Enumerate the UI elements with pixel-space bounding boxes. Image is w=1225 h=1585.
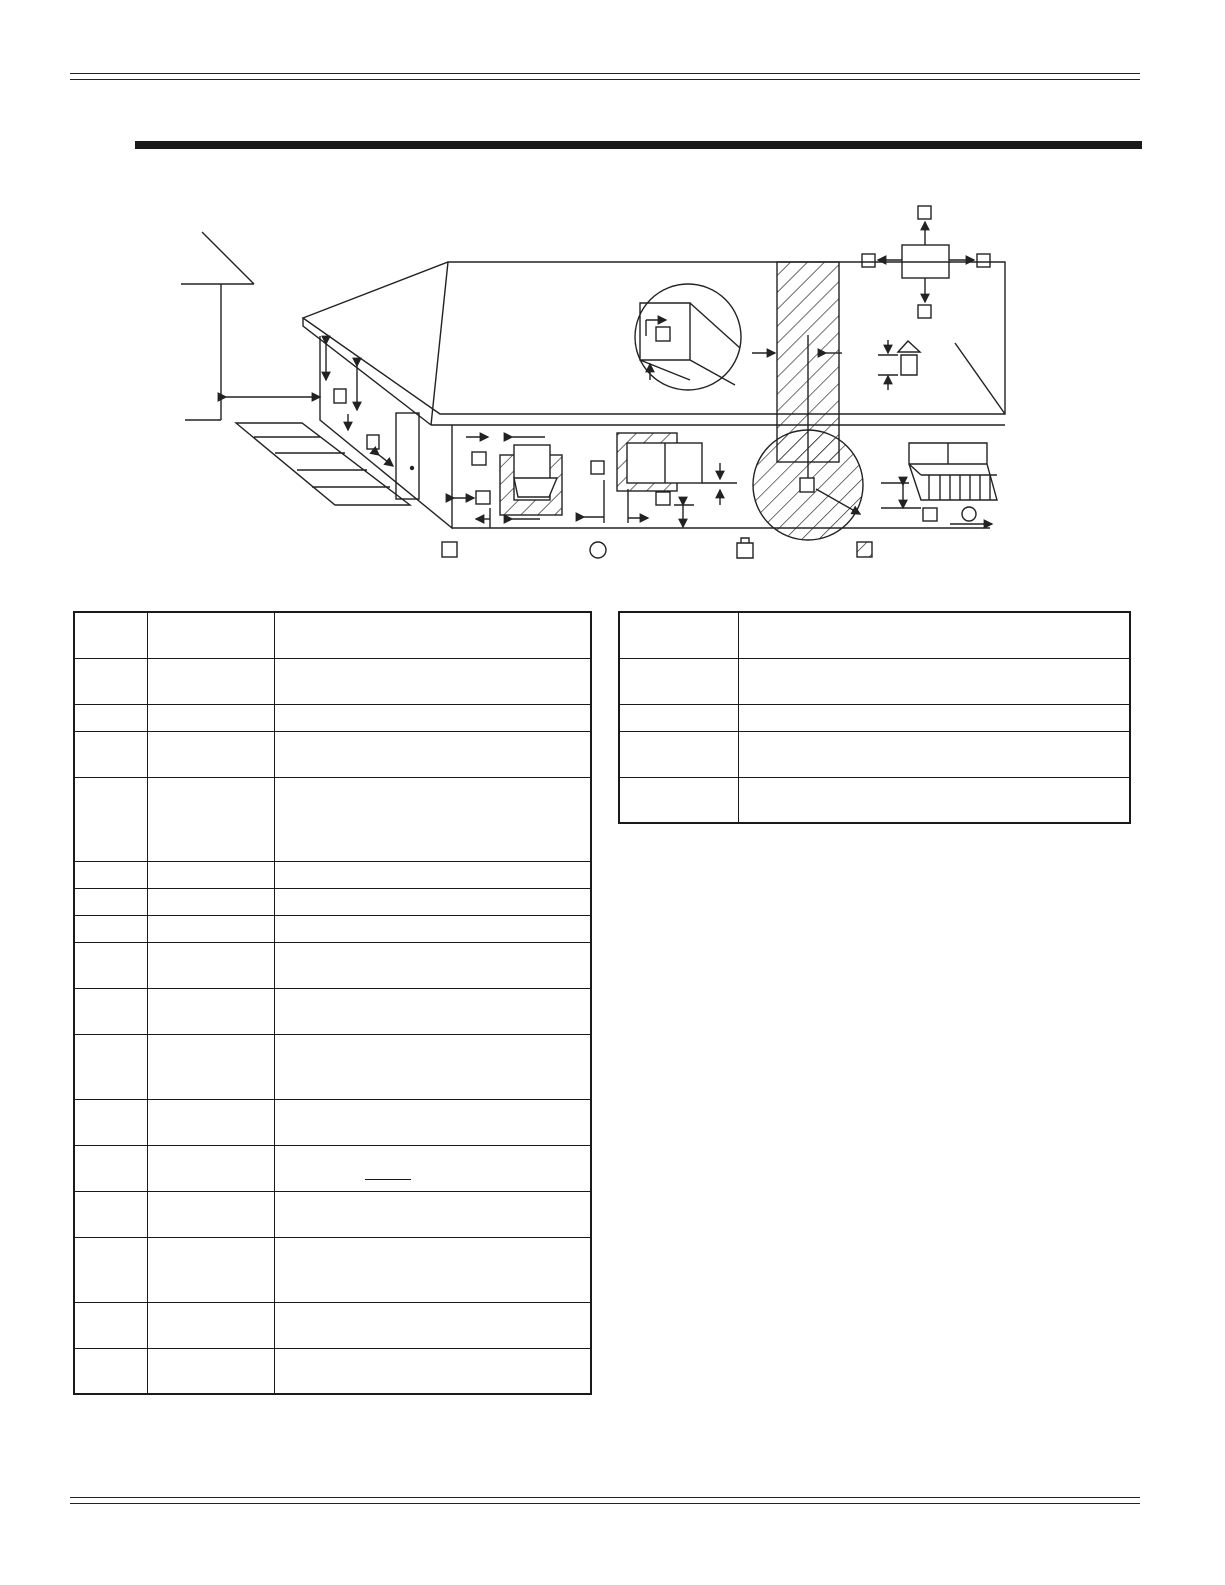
header-rule-top xyxy=(70,73,1140,74)
table-row xyxy=(619,658,1130,704)
header-rule-bottom xyxy=(70,79,1140,80)
legend-circle-icon xyxy=(590,542,606,558)
neighbor-roof-line xyxy=(181,232,254,420)
section-title-bar xyxy=(135,141,1142,149)
table-row xyxy=(74,658,591,704)
table-row xyxy=(74,988,591,1034)
table-row xyxy=(74,915,591,942)
legend-hatch-icon xyxy=(857,542,872,557)
table-row xyxy=(74,861,591,888)
table-row xyxy=(74,777,591,861)
clearance-table-right xyxy=(618,611,1131,824)
table-row xyxy=(74,704,591,731)
detail-circle xyxy=(635,284,741,390)
side-vent-2 xyxy=(367,435,379,449)
table-row xyxy=(619,777,1130,823)
table-row xyxy=(74,612,591,658)
table-row xyxy=(74,1348,591,1394)
table-row xyxy=(619,731,1130,777)
vent-terminal xyxy=(800,478,814,492)
table-row xyxy=(74,888,591,915)
door xyxy=(396,413,419,499)
side-wall xyxy=(320,336,452,528)
vent-clearance-diagram xyxy=(0,190,1225,580)
footer-rule-top xyxy=(70,1497,1140,1498)
legend-square-icon xyxy=(442,542,457,557)
deck xyxy=(909,443,997,500)
footer-rule-bottom xyxy=(70,1503,1140,1504)
clearance-table-left xyxy=(73,611,592,1395)
table-row xyxy=(74,942,591,988)
table-row xyxy=(74,1145,591,1191)
legend-lock-icon xyxy=(737,538,753,558)
roof-cap xyxy=(898,341,920,375)
table-row xyxy=(74,1302,591,1348)
walkway xyxy=(236,423,410,505)
table-row xyxy=(619,704,1130,731)
table-row xyxy=(74,1099,591,1145)
table-row xyxy=(74,1237,591,1302)
table-row xyxy=(619,612,1130,658)
side-vent-1 xyxy=(334,389,346,403)
table-row xyxy=(74,731,591,777)
underline-mark xyxy=(365,1179,411,1180)
table-row xyxy=(74,1191,591,1237)
table-row xyxy=(74,1034,591,1099)
